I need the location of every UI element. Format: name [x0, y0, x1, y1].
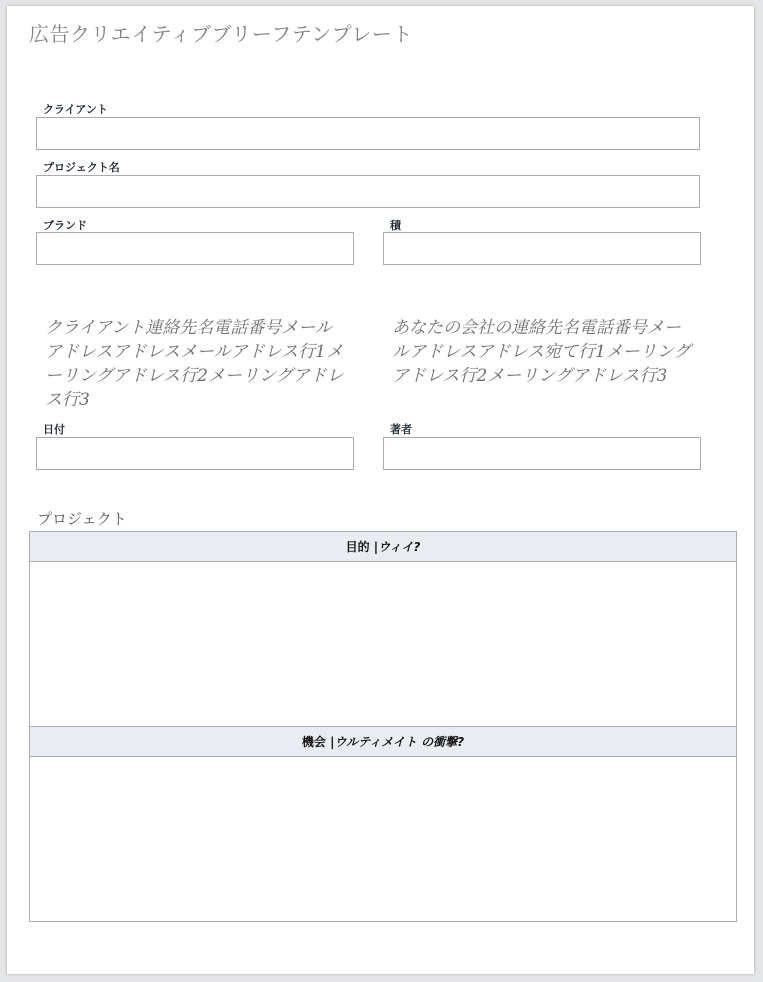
- opportunity-prefix: 機会 |: [301, 735, 335, 749]
- project-name-label: プロジェクト名: [43, 161, 120, 174]
- estimate-label: 積: [390, 219, 401, 232]
- client-field[interactable]: [36, 117, 700, 150]
- date-label: 日付: [43, 423, 65, 436]
- objective-question: ウィイ?: [378, 540, 421, 554]
- opportunity-cell[interactable]: [30, 757, 736, 921]
- objective-cell[interactable]: [30, 562, 736, 727]
- company-contact-block[interactable]: あなたの会社の連絡先名電話番号メールアドレスアドレス宛て行1メーリングアドレス行2メーリングアドレス行3: [392, 318, 691, 386]
- opportunity-header: [30, 726, 736, 757]
- document-page: [7, 6, 754, 974]
- opportunity-question: ウルティメイト の衝撃?: [334, 735, 465, 749]
- estimate-field[interactable]: [383, 232, 701, 265]
- project-table: [29, 531, 737, 922]
- project-section-label: プロジェクト: [37, 510, 127, 528]
- objective-prefix: 目的 |: [345, 540, 379, 554]
- objective-header: [30, 532, 736, 562]
- client-contact-block[interactable]: クライアント連絡先名電話番号メールアドレスアドレスメールアドレス行1メーリングアドレス行2メーリングアドレス行3: [45, 318, 344, 410]
- author-field[interactable]: [383, 437, 701, 470]
- date-field[interactable]: [36, 437, 354, 470]
- client-label: クライアント: [43, 103, 108, 116]
- document-title: 広告クリエイティブブリーフテンプレート: [29, 22, 413, 46]
- brand-label: ブランド: [43, 219, 87, 232]
- author-label: 著者: [390, 423, 412, 436]
- brand-field[interactable]: [36, 232, 354, 265]
- project-name-field[interactable]: [36, 175, 700, 208]
